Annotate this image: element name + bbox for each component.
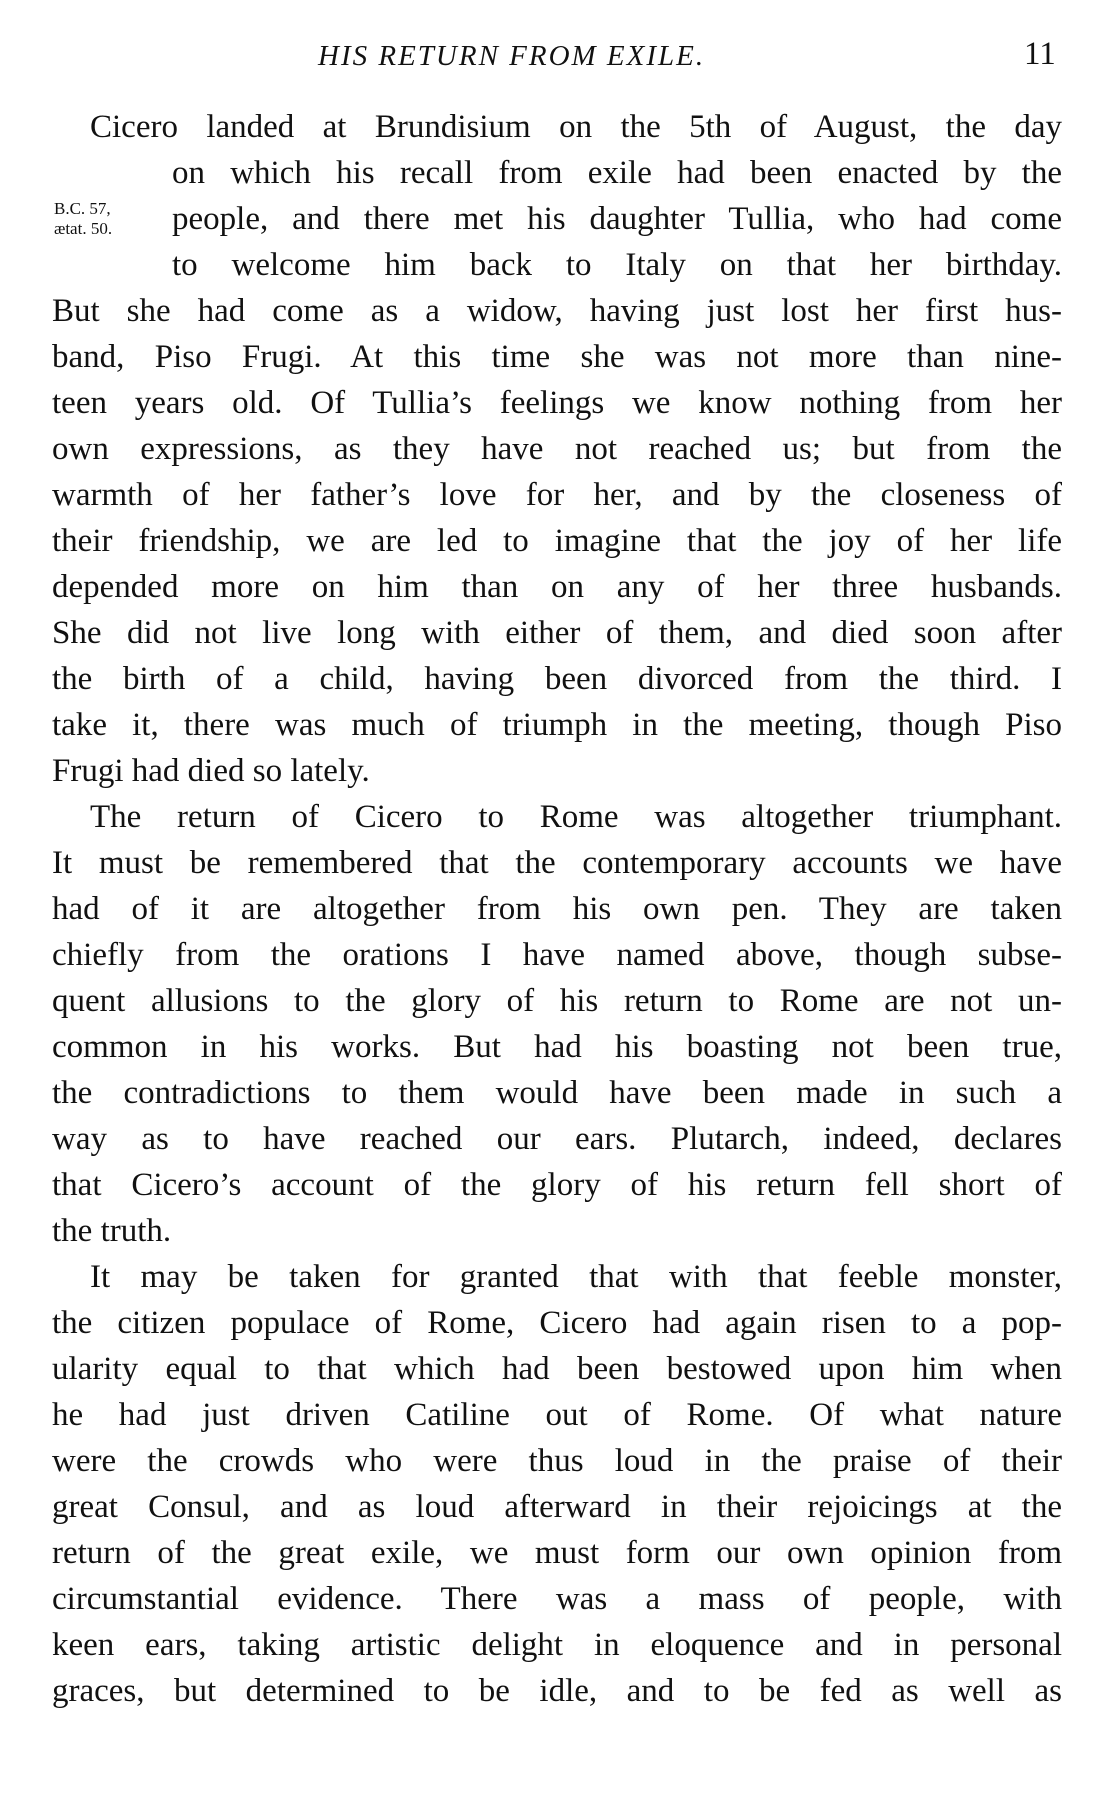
text-line: band, Piso Frugi. At this time she was not more than nine-	[52, 339, 1062, 375]
text-line: take it, there was much of triumph in the meeting, though Piso	[52, 707, 1062, 743]
text-line: that Cicero’s account of the glory of his return fell short of	[52, 1167, 1062, 1203]
text-line: people, and there met his daughter Tullia, who had come	[172, 201, 1062, 237]
text-line: were the crowds who were thus loud in the praise of their	[52, 1443, 1062, 1479]
running-head	[0, 36, 1103, 86]
text-line: It may be taken for granted that with that feeble monster,	[90, 1259, 1062, 1295]
text-line: the truth.	[52, 1213, 172, 1249]
text-line: their friendship, we are led to imagine that the joy of her life	[52, 523, 1062, 559]
text-line: return of the great exile, we must form our own opinion from	[52, 1535, 1062, 1571]
text-line: the contradictions to them would have been made in such a	[52, 1075, 1062, 1111]
text-line: ularity equal to that which had been bestowed upon him when	[52, 1351, 1062, 1387]
text-line: common in his works. But had his boasting not been true,	[52, 1029, 1062, 1065]
text-line: But she had come as a widow, having just lost her first hus-	[52, 293, 1062, 329]
text-line: depended more on him than on any of her three husbands.	[52, 569, 1062, 605]
text-line: chiefly from the orations I have named above, though subse-	[52, 937, 1062, 973]
text-line: quent allusions to the glory of his return to Rome are not un-	[52, 983, 1062, 1019]
text-line: great Consul, and as loud afterward in their rejoicings at the	[52, 1489, 1062, 1525]
text-line: It must be remembered that the contemporary accounts we have	[52, 845, 1062, 881]
text-line: graces, but determined to be idle, and to be fed as well as	[52, 1673, 1062, 1709]
text-line: She did not live long with either of them, and died soon after	[52, 615, 1062, 651]
margin-note-age: ætat. 50.	[54, 219, 113, 238]
text-line: teen years old. Of Tullia’s feelings we know nothing from her	[52, 385, 1062, 421]
text-line: circumstantial evidence. There was a mass of people, with	[52, 1581, 1062, 1617]
text-line: the citizen populace of Rome, Cicero had again risen to a pop-	[52, 1305, 1062, 1341]
body-text	[52, 104, 1062, 1714]
text-line: Frugi had died so lately.	[52, 753, 370, 789]
margin-note-date: B.C. 57,	[54, 199, 111, 218]
text-line: own expressions, as they have not reached us; but from the	[52, 431, 1062, 467]
text-line: Cicero landed at Brundisium on the 5th of August, the day	[90, 109, 1062, 145]
text-line: keen ears, taking artistic delight in eloquence and in personal	[52, 1627, 1062, 1663]
text-line: on which his recall from exile had been enacted by the	[172, 155, 1062, 191]
text-line: to welcome him back to Italy on that her birthday.	[172, 247, 1062, 283]
text-line: The return of Cicero to Rome was altogether triumphant.	[90, 799, 1062, 835]
text-line: had of it are altogether from his own pen. They are taken	[52, 891, 1062, 927]
text-line: warmth of her father’s love for her, and by the closeness of	[52, 477, 1062, 513]
running-title: HIS RETURN FROM EXILE.	[318, 40, 706, 72]
page-number: 11	[1024, 36, 1056, 72]
text-line: he had just driven Catiline out of Rome. Of what nature	[52, 1397, 1062, 1433]
text-line: the birth of a child, having been divorced from the third. I	[52, 661, 1062, 697]
text-line: way as to have reached our ears. Plutarch, indeed, declares	[52, 1121, 1062, 1157]
